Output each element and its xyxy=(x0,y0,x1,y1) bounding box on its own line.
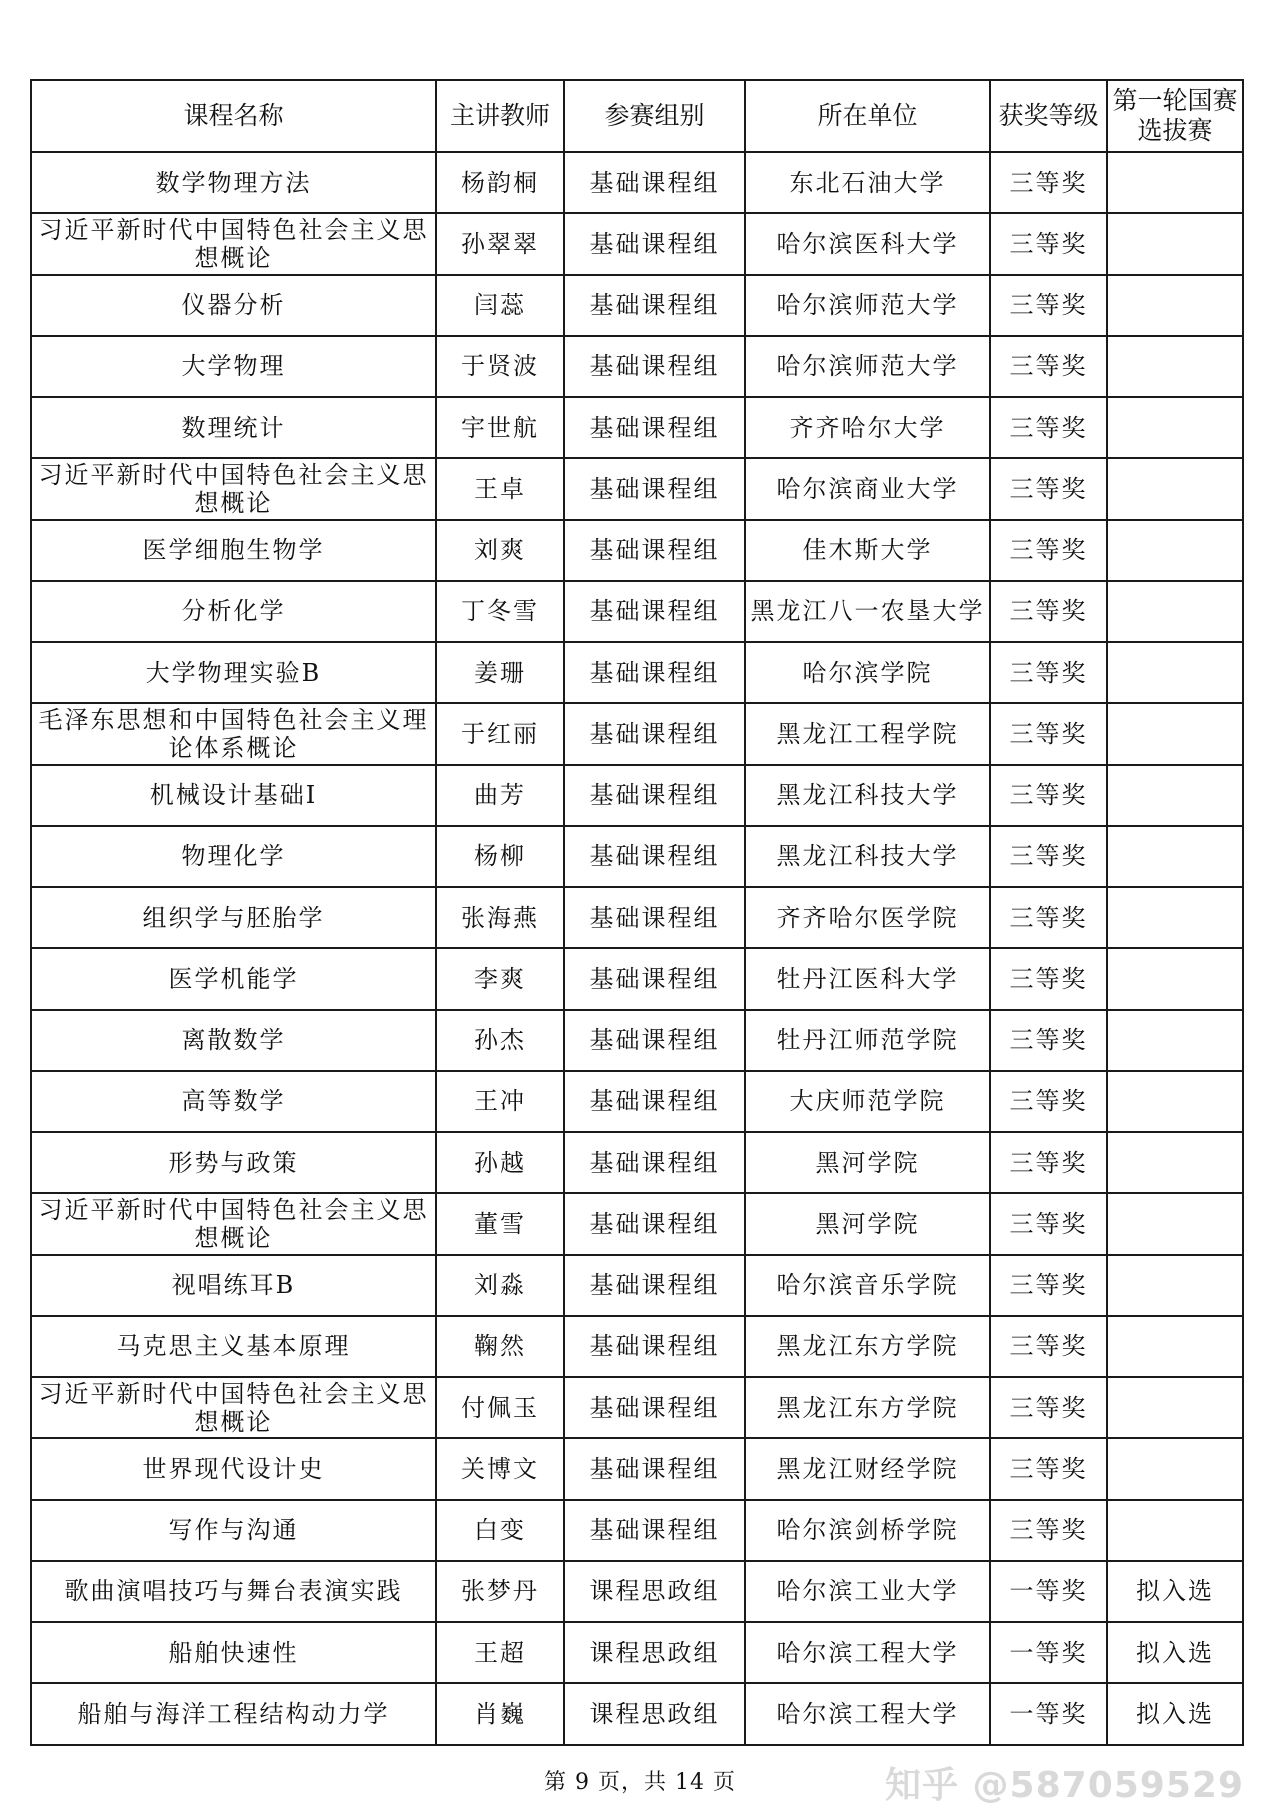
institution-cell: 齐齐哈尔大学 xyxy=(745,397,990,458)
award-level-cell: 三等奖 xyxy=(990,397,1107,458)
lecturer-cell: 杨韵桐 xyxy=(436,152,564,213)
group-cell: 基础课程组 xyxy=(564,1500,745,1561)
group-cell: 基础课程组 xyxy=(564,703,745,764)
national-selection-cell xyxy=(1107,213,1243,274)
course-name-cell: 写作与沟通 xyxy=(31,1500,436,1561)
group-cell: 基础课程组 xyxy=(564,826,745,887)
national-selection-cell xyxy=(1107,826,1243,887)
table-row xyxy=(31,887,1243,948)
institution-cell: 哈尔滨工业大学 xyxy=(745,1561,990,1622)
institution-cell: 黑河学院 xyxy=(745,1193,990,1254)
lecturer-cell: 肖巍 xyxy=(436,1683,564,1744)
course-name-cell: 世界现代设计史 xyxy=(31,1438,436,1499)
institution-cell: 黑河学院 xyxy=(745,1132,990,1193)
institution-cell: 哈尔滨商业大学 xyxy=(745,458,990,519)
institution-cell: 哈尔滨医科大学 xyxy=(745,213,990,274)
table-row xyxy=(31,1377,1243,1438)
institution-cell: 哈尔滨师范大学 xyxy=(745,275,990,336)
national-selection-cell xyxy=(1107,275,1243,336)
table-row xyxy=(31,1316,1243,1377)
lecturer-cell: 孙杰 xyxy=(436,1010,564,1071)
course-name-cell: 数学物理方法 xyxy=(31,152,436,213)
institution-cell: 黑龙江科技大学 xyxy=(745,826,990,887)
course-name-cell: 组织学与胚胎学 xyxy=(31,887,436,948)
page-number: 第 9 页，共 14 页 xyxy=(544,1770,736,1795)
lecturer-cell: 刘淼 xyxy=(436,1255,564,1316)
national-selection-cell xyxy=(1107,1132,1243,1193)
table-row xyxy=(31,152,1243,213)
award-level-cell: 三等奖 xyxy=(990,336,1107,397)
group-cell: 基础课程组 xyxy=(564,1193,745,1254)
national-selection-cell xyxy=(1107,581,1243,642)
award-level-cell: 三等奖 xyxy=(990,887,1107,948)
national-selection-cell: 拟入选 xyxy=(1107,1622,1243,1683)
table-row xyxy=(31,1561,1243,1622)
course-name-cell: 船舶快速性 xyxy=(31,1622,436,1683)
institution-cell: 哈尔滨音乐学院 xyxy=(745,1255,990,1316)
group-cell: 课程思政组 xyxy=(564,1561,745,1622)
institution-cell: 哈尔滨工程大学 xyxy=(745,1622,990,1683)
national-selection-cell xyxy=(1107,765,1243,826)
lecturer-cell: 王冲 xyxy=(436,1071,564,1132)
group-cell: 基础课程组 xyxy=(564,520,745,581)
group-cell: 基础课程组 xyxy=(564,397,745,458)
award-level-cell: 三等奖 xyxy=(990,275,1107,336)
group-cell: 基础课程组 xyxy=(564,1255,745,1316)
group-cell: 基础课程组 xyxy=(564,336,745,397)
lecturer-cell: 闫蕊 xyxy=(436,275,564,336)
award-level-cell: 三等奖 xyxy=(990,1193,1107,1254)
lecturer-cell: 张海燕 xyxy=(436,887,564,948)
national-selection-cell xyxy=(1107,397,1243,458)
group-cell: 基础课程组 xyxy=(564,213,745,274)
table-row xyxy=(31,1438,1243,1499)
award-level-cell: 三等奖 xyxy=(990,1010,1107,1071)
national-selection-cell xyxy=(1107,948,1243,1009)
course-name-cell: 马克思主义基本原理 xyxy=(31,1316,436,1377)
institution-cell: 哈尔滨学院 xyxy=(745,642,990,703)
institution-cell: 黑龙江八一农垦大学 xyxy=(745,581,990,642)
course-name-cell: 医学机能学 xyxy=(31,948,436,1009)
award-level-cell: 三等奖 xyxy=(990,213,1107,274)
course-name-cell: 形势与政策 xyxy=(31,1132,436,1193)
award-level-cell: 三等奖 xyxy=(990,458,1107,519)
course-name-cell: 物理化学 xyxy=(31,826,436,887)
institution-cell: 黑龙江东方学院 xyxy=(745,1377,990,1438)
course-name-cell: 歌曲演唱技巧与舞台表演实践 xyxy=(31,1561,436,1622)
table-row xyxy=(31,1683,1243,1744)
lecturer-cell: 鞠然 xyxy=(436,1316,564,1377)
award-level-cell: 三等奖 xyxy=(990,1071,1107,1132)
table-row xyxy=(31,765,1243,826)
course-name-cell: 毛泽东思想和中国特色社会主义理论体系概论 xyxy=(31,703,436,764)
national-selection-cell xyxy=(1107,1071,1243,1132)
course-name-cell: 大学物理实验B xyxy=(31,642,436,703)
header-national-selection: 第一轮国赛选拔赛 xyxy=(1107,80,1243,152)
national-selection-cell xyxy=(1107,1316,1243,1377)
course-name-cell: 大学物理 xyxy=(31,336,436,397)
group-cell: 基础课程组 xyxy=(564,765,745,826)
award-level-cell: 三等奖 xyxy=(990,948,1107,1009)
institution-cell: 黑龙江科技大学 xyxy=(745,765,990,826)
table-row xyxy=(31,275,1243,336)
course-name-cell: 数理统计 xyxy=(31,397,436,458)
lecturer-cell: 曲芳 xyxy=(436,765,564,826)
table-row xyxy=(31,336,1243,397)
institution-cell: 黑龙江东方学院 xyxy=(745,1316,990,1377)
award-level-cell: 三等奖 xyxy=(990,642,1107,703)
national-selection-cell: 拟入选 xyxy=(1107,1683,1243,1744)
table-row xyxy=(31,1010,1243,1071)
group-cell: 基础课程组 xyxy=(564,458,745,519)
award-level-cell: 三等奖 xyxy=(990,703,1107,764)
course-name-cell: 高等数学 xyxy=(31,1071,436,1132)
institution-cell: 哈尔滨师范大学 xyxy=(745,336,990,397)
award-level-cell: 三等奖 xyxy=(990,152,1107,213)
group-cell: 基础课程组 xyxy=(564,1438,745,1499)
header-award-level: 获奖等级 xyxy=(990,80,1107,152)
award-level-cell: 三等奖 xyxy=(990,1438,1107,1499)
table-row xyxy=(31,826,1243,887)
lecturer-cell: 于红丽 xyxy=(436,703,564,764)
lecturer-cell: 王卓 xyxy=(436,458,564,519)
group-cell: 基础课程组 xyxy=(564,948,745,1009)
table-row xyxy=(31,642,1243,703)
lecturer-cell: 付佩玉 xyxy=(436,1377,564,1438)
award-level-cell: 三等奖 xyxy=(990,765,1107,826)
national-selection-cell xyxy=(1107,1377,1243,1438)
institution-cell: 牡丹江师范学院 xyxy=(745,1010,990,1071)
group-cell: 基础课程组 xyxy=(564,642,745,703)
course-name-cell: 视唱练耳B xyxy=(31,1255,436,1316)
lecturer-cell: 王超 xyxy=(436,1622,564,1683)
group-cell: 基础课程组 xyxy=(564,1377,745,1438)
table-row xyxy=(31,1071,1243,1132)
lecturer-cell: 于贤波 xyxy=(436,336,564,397)
national-selection-cell xyxy=(1107,1500,1243,1561)
course-name-cell: 习近平新时代中国特色社会主义思想概论 xyxy=(31,1377,436,1438)
table-row xyxy=(31,948,1243,1009)
award-level-cell: 三等奖 xyxy=(990,826,1107,887)
award-level-cell: 三等奖 xyxy=(990,520,1107,581)
award-level-cell: 一等奖 xyxy=(990,1683,1107,1744)
national-selection-cell xyxy=(1107,642,1243,703)
course-name-cell: 分析化学 xyxy=(31,581,436,642)
lecturer-cell: 刘爽 xyxy=(436,520,564,581)
course-name-cell: 习近平新时代中国特色社会主义思想概论 xyxy=(31,1193,436,1254)
table-row xyxy=(31,1500,1243,1561)
header-institution: 所在单位 xyxy=(745,80,990,152)
header-course-name: 课程名称 xyxy=(31,80,436,152)
table-row xyxy=(31,213,1243,274)
group-cell: 基础课程组 xyxy=(564,1010,745,1071)
header-group: 参赛组别 xyxy=(564,80,745,152)
national-selection-cell xyxy=(1107,458,1243,519)
course-name-cell: 医学细胞生物学 xyxy=(31,520,436,581)
course-name-cell: 习近平新时代中国特色社会主义思想概论 xyxy=(31,213,436,274)
institution-cell: 佳木斯大学 xyxy=(745,520,990,581)
course-name-cell: 船舶与海洋工程结构动力学 xyxy=(31,1683,436,1744)
group-cell: 课程思政组 xyxy=(564,1683,745,1744)
table-row xyxy=(31,581,1243,642)
award-level-cell: 三等奖 xyxy=(990,581,1107,642)
lecturer-cell: 李爽 xyxy=(436,948,564,1009)
course-name-cell: 机械设计基础I xyxy=(31,765,436,826)
institution-cell: 牡丹江医科大学 xyxy=(745,948,990,1009)
national-selection-cell xyxy=(1107,1255,1243,1316)
national-selection-cell xyxy=(1107,336,1243,397)
course-name-cell: 仪器分析 xyxy=(31,275,436,336)
national-selection-cell xyxy=(1107,152,1243,213)
lecturer-cell: 姜珊 xyxy=(436,642,564,703)
group-cell: 课程思政组 xyxy=(564,1622,745,1683)
table-row xyxy=(31,520,1243,581)
institution-cell: 东北石油大学 xyxy=(745,152,990,213)
table-row xyxy=(31,1255,1243,1316)
award-level-cell: 三等奖 xyxy=(990,1500,1107,1561)
table-row xyxy=(31,1193,1243,1254)
institution-cell: 黑龙江财经学院 xyxy=(745,1438,990,1499)
national-selection-cell xyxy=(1107,520,1243,581)
lecturer-cell: 董雪 xyxy=(436,1193,564,1254)
national-selection-cell xyxy=(1107,1010,1243,1071)
table-row xyxy=(31,397,1243,458)
national-selection-cell xyxy=(1107,1193,1243,1254)
lecturer-cell: 张梦丹 xyxy=(436,1561,564,1622)
table-row xyxy=(31,1132,1243,1193)
lecturer-cell: 关博文 xyxy=(436,1438,564,1499)
group-cell: 基础课程组 xyxy=(564,1132,745,1193)
award-level-cell: 三等奖 xyxy=(990,1377,1107,1438)
institution-cell: 大庆师范学院 xyxy=(745,1071,990,1132)
awards-table xyxy=(30,79,1244,1746)
lecturer-cell: 孙越 xyxy=(436,1132,564,1193)
institution-cell: 哈尔滨工程大学 xyxy=(745,1683,990,1744)
national-selection-cell xyxy=(1107,1438,1243,1499)
group-cell: 基础课程组 xyxy=(564,1071,745,1132)
national-selection-cell: 拟入选 xyxy=(1107,1561,1243,1622)
lecturer-cell: 杨柳 xyxy=(436,826,564,887)
table-body xyxy=(31,152,1243,1745)
award-level-cell: 一等奖 xyxy=(990,1622,1107,1683)
course-name-cell: 离散数学 xyxy=(31,1010,436,1071)
header-lecturer: 主讲教师 xyxy=(436,80,564,152)
table-row xyxy=(31,1622,1243,1683)
institution-cell: 哈尔滨剑桥学院 xyxy=(745,1500,990,1561)
award-level-cell: 一等奖 xyxy=(990,1561,1107,1622)
institution-cell: 齐齐哈尔医学院 xyxy=(745,887,990,948)
table-row xyxy=(31,458,1243,519)
lecturer-cell: 宇世航 xyxy=(436,397,564,458)
table-header-row xyxy=(31,80,1243,152)
group-cell: 基础课程组 xyxy=(564,1316,745,1377)
table-row xyxy=(31,703,1243,764)
award-level-cell: 三等奖 xyxy=(990,1132,1107,1193)
group-cell: 基础课程组 xyxy=(564,275,745,336)
lecturer-cell: 孙翠翠 xyxy=(436,213,564,274)
lecturer-cell: 丁冬雪 xyxy=(436,581,564,642)
watermark: 知乎 @587059529 xyxy=(885,1765,1244,1806)
group-cell: 基础课程组 xyxy=(564,581,745,642)
award-level-cell: 三等奖 xyxy=(990,1255,1107,1316)
course-name-cell: 习近平新时代中国特色社会主义思想概论 xyxy=(31,458,436,519)
group-cell: 基础课程组 xyxy=(564,887,745,948)
national-selection-cell xyxy=(1107,887,1243,948)
lecturer-cell: 白变 xyxy=(436,1500,564,1561)
group-cell: 基础课程组 xyxy=(564,152,745,213)
award-level-cell: 三等奖 xyxy=(990,1316,1107,1377)
institution-cell: 黑龙江工程学院 xyxy=(745,703,990,764)
national-selection-cell xyxy=(1107,703,1243,764)
